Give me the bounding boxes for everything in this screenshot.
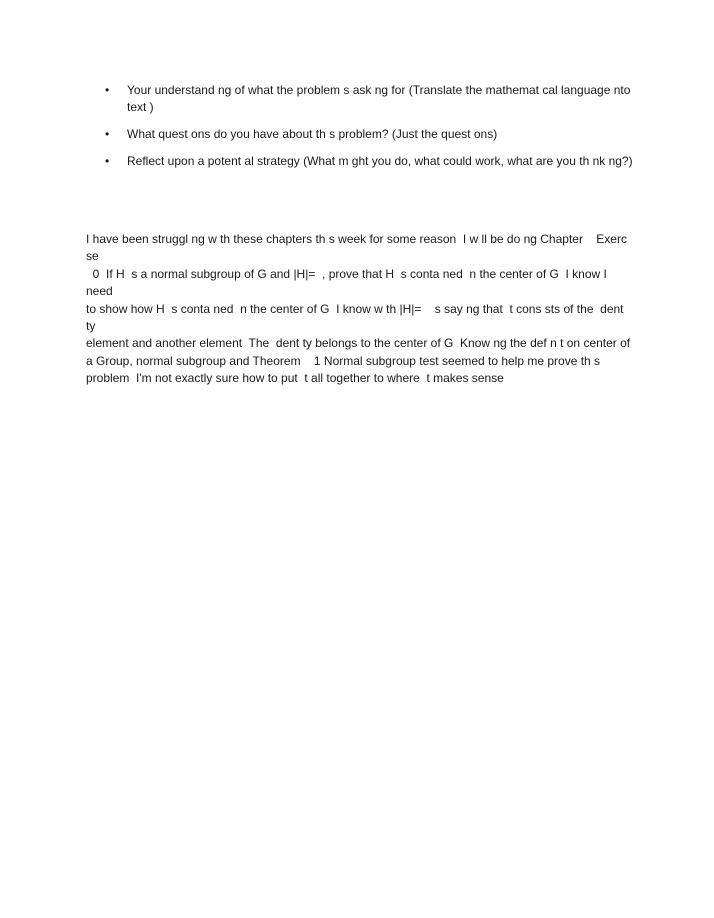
bullet-text: Reflect upon a potent al strategy (What m ght you do, what could work, what are you th nk ng?)	[127, 154, 633, 168]
prompt-bullet-list	[100, 82, 640, 180]
bullet-text: What quest ons do you have about th s problem? (Just the quest ons)	[127, 127, 498, 141]
bullet-icon: •	[105, 83, 110, 97]
bullet-icon: •	[105, 127, 110, 141]
bullet-text: Your understand ng of what the problem s ask ng for (Translate the mathemat cal language nto text )	[127, 83, 631, 114]
bullet-icon: •	[105, 154, 110, 168]
body-paragraph: I have been struggl ng w th these chapters th s week for some reason I w ll be do ng Chapter Exerc se 0 If H s a normal subgroup of G and |H|= , prove that H s conta ned n the center of G I know I need to show how H s conta ned n the center of G I know w th |H|= s say ng that t cons sts of the dent ty element and another element The dent ty belongs to the center of G Know ng the def n t on center of a Group, normal subgroup and Theorem 1 Normal subgroup test seemed to help me prove th s problem I'm not exactly sure how to put t all together to where t makes sense	[86, 232, 631, 386]
list-item	[100, 82, 640, 116]
list-item	[100, 153, 640, 170]
list-item	[100, 126, 640, 143]
